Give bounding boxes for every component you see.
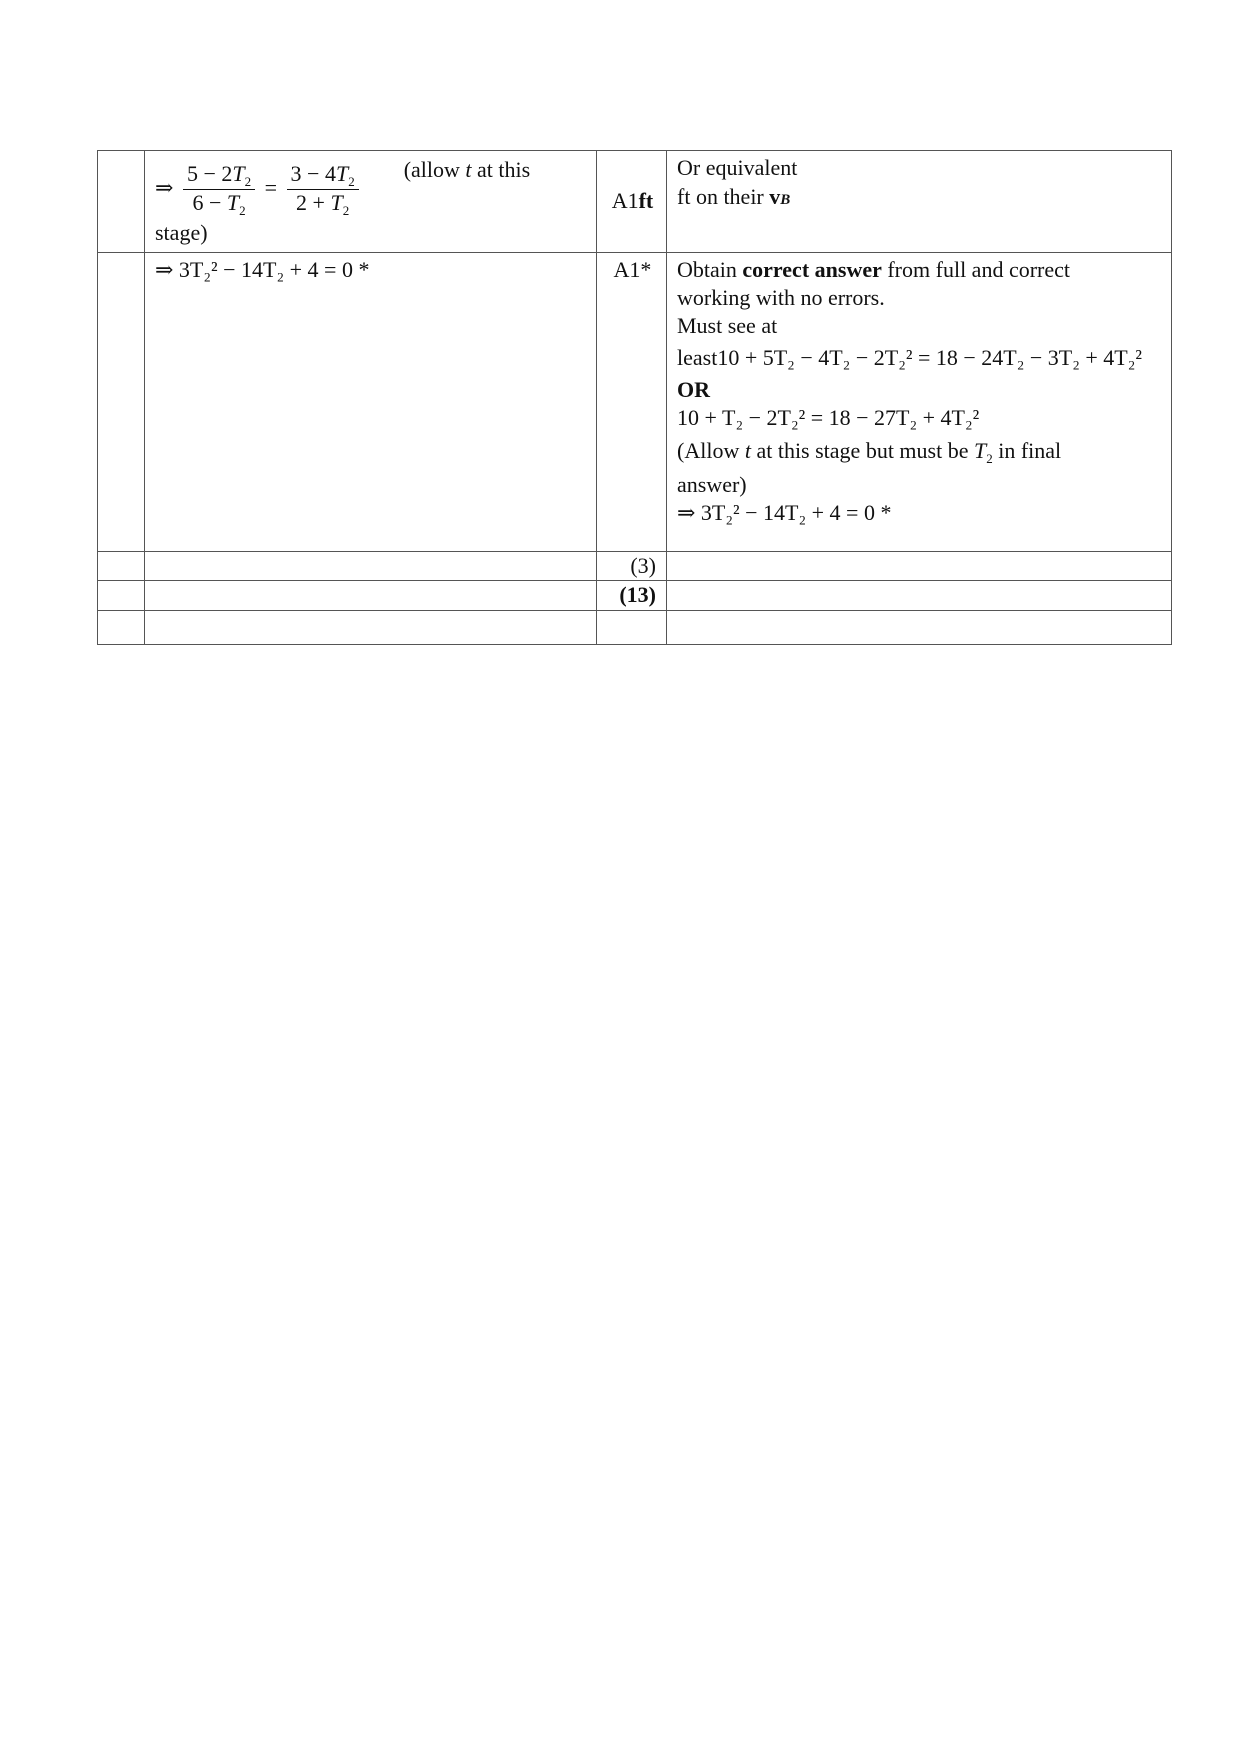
total-marks: (13) — [597, 581, 667, 611]
question-cell — [98, 151, 145, 253]
fraction-left: $\frac{5 - 2T_2}{6 - T_2}$ — [183, 161, 255, 219]
fraction-right: $\frac{3 - 4T_2}{2 + T_2}$ — [287, 161, 359, 219]
mark-cell: A1* — [597, 252, 667, 551]
subtotal-marks: (3) — [597, 551, 667, 581]
table-row — [98, 551, 1172, 581]
table-row — [98, 610, 1172, 644]
table-row — [98, 252, 1172, 551]
guidance-cell: Obtain correct answer from full and correct working with no errors. Must see at least10 + 5T₂ − 4T₂ − 2T₂² = 18 − 24T₂ − 3T₂ + 4T₂² OR 10 + T₂ − 2T₂² = 18 − 27T₂ + 4T₂² (Allow t at this stage but must be $T_2$ in final answer) ⇒ 3T₂² − 14T₂ + 4 = 0 * — [667, 252, 1172, 551]
table-row — [98, 581, 1172, 611]
mark-scheme-table — [97, 150, 1172, 645]
working-cell — [145, 252, 597, 551]
mark-cell: A1ft — [597, 151, 667, 253]
implies-symbol: ⇒ — [155, 175, 174, 200]
allow-note: (allow t at this — [403, 157, 531, 182]
table-row — [98, 151, 1172, 253]
allow-note-tail: stage) — [155, 220, 208, 246]
result-equation: ⇒ 3T₂² − 14T₂ + 4 = 0 * — [155, 256, 370, 282]
guidance-cell: Or equivalent ft on their vB — [667, 151, 1172, 253]
question-cell — [98, 252, 145, 551]
working-cell: ⇒ $\frac{5 - 2T_2}{6 - T_2}$ = $\frac{3 - 4T_2}{2 + T_2}$ (allow t at this stage) — [145, 151, 597, 253]
